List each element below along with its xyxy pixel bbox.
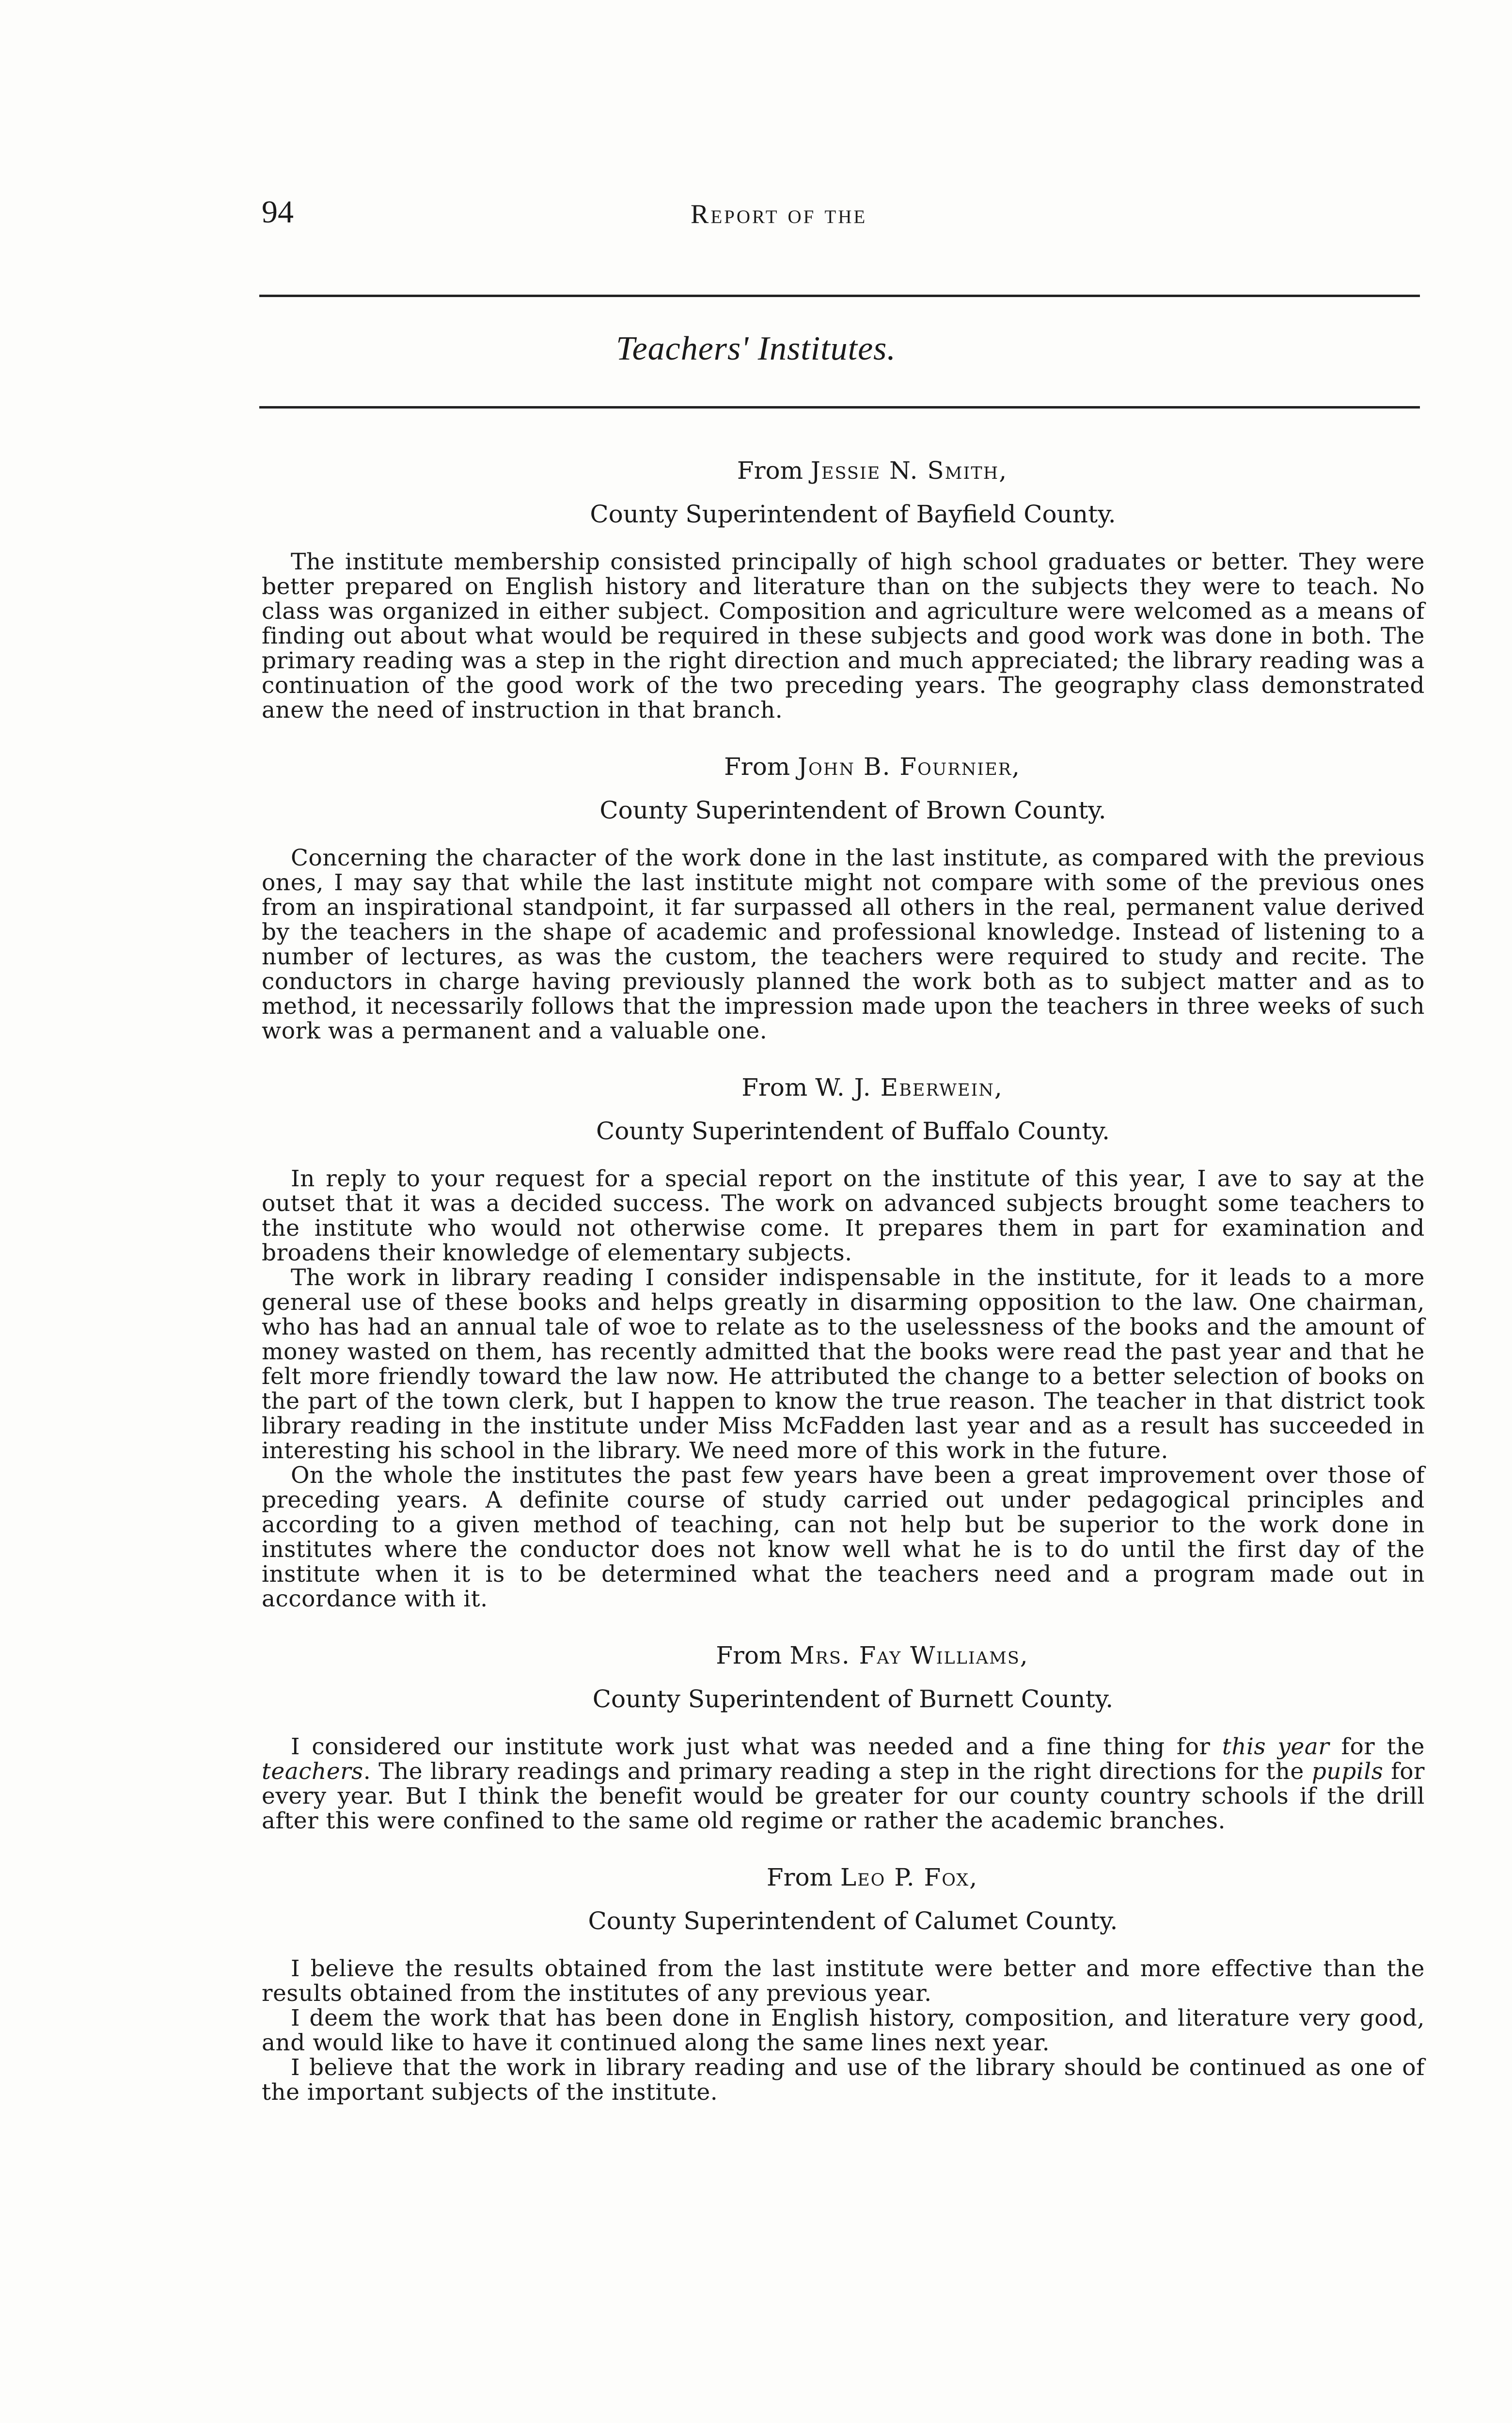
- section-title: Teachers' Institutes.: [616, 330, 896, 367]
- paragraph: I believe that the work in library reading and use of the library should be continued as one of the important subjects of the institute.: [262, 2054, 1425, 2106]
- header-rule-bottom: [259, 406, 1420, 409]
- paragraph: [262, 1734, 1425, 1833]
- from-prefix: From: [724, 753, 790, 781]
- paragraph: On the whole the institutes the past few years have been a great improvement over those of preceding years. A definite course of study carried out under pedagogical principles and according to a given method of teaching, can not help but be superior to the work done in institutes where the conductor does not know well what he is to do until the first day of the institute when it is to be determined what the teachers need and a program made out in accordance with it.: [262, 1462, 1425, 1612]
- page-number: 94: [262, 194, 294, 230]
- superintendent-line: County Superintendent of Calumet County.: [588, 1907, 1118, 1935]
- italic-text: this year: [1222, 1733, 1330, 1760]
- author-name: W. J. Eberwein,: [815, 1073, 1003, 1101]
- italic-text: teachers: [262, 1758, 363, 1785]
- text-run: . The library readings and primary reading a step in the right directions for the: [363, 1758, 1312, 1785]
- from-prefix: From: [716, 1641, 782, 1669]
- from-prefix: From: [741, 1073, 808, 1101]
- from-line: [262, 752, 1425, 782]
- superintendent-line: County Superintendent of Buffalo County.: [596, 1117, 1110, 1145]
- header-rule-top: [259, 295, 1420, 297]
- text-run: for the: [1329, 1733, 1425, 1760]
- italic-text: pupils: [1311, 1758, 1384, 1785]
- text-run: for every year. But I think the benefit would be greater for our county country schools if the drill after this were confined to the same old regime or rather the academic branches.: [262, 1758, 1425, 1834]
- from-line: [262, 1640, 1425, 1670]
- from-line: [262, 1862, 1425, 1892]
- from-line: [262, 456, 1425, 486]
- author-name: Leo P. Fox,: [840, 1863, 978, 1891]
- superintendent-line: County Superintendent of Bayfield County.: [590, 500, 1116, 528]
- report-entry-bayfield: [262, 456, 1425, 723]
- running-head: Report of the: [691, 199, 867, 229]
- paragraph: Concerning the character of the work done in the last institute, as compared with the previous ones, I may say that while the last institute might not compare with some of the previous ones from an inspirational standpoint, it far surpassed all others in the real, permanent value derived by the teachers in the shape of academic and professional knowledge. Instead of listening to a number of lectures, as was the custom, the teachers were required to study and recite. The conductors in charge having previously planned the work both as to subject matter and as to method, it necessarily follows that the impression made upon the teachers in three weeks of such work was a permanent and a valuable one.: [262, 845, 1425, 1044]
- paragraph: In reply to your request for a special report on the institute of this year, I ave to say at the outset that it was a decided success. The work on advanced subjects brought some teachers to the institute who would not otherwise come. It prepares them in part for examination and broadens their knowledge of elementary subjects.: [262, 1165, 1425, 1266]
- superintendent-line: County Superintendent of Brown County.: [599, 796, 1106, 824]
- paragraph: The work in library reading I consider indispensable in the institute, for it leads to a more general use of these books and helps greatly in disarming opposition to the law. One chairman, who has had an annual tale of woe to relate as to the uselessness of the books and the amount of money wasted on them, has recently admitted that the books were read the past year and that he felt more friendly toward the law now. He attributed the change to a better selection of books on the part of the town clerk, but I happen to know the true reason. The teacher in that district took library reading in the institute under Miss McFadden last year and as a result has succeeded in interesting his school in the library. We need more of this work in the future.: [262, 1264, 1425, 1464]
- paragraph: The institute membership consisted principally of high school graduates or better. They were better prepared on English history and literature than on the subjects they were to teach. No class was organized in either subject. Composition and agriculture were welcomed as a means of finding out about what would be required in these subjects and good work was done in both. The primary reading was a step in the right direction and much appreciated; the library reading was a continuation of the good work of the two preceding years. The geography class demonstrated anew the need of instruction in that branch.: [262, 549, 1425, 724]
- report-entry-calumet: [262, 1862, 1425, 2105]
- author-name: John B. Fournier,: [798, 753, 1021, 781]
- paragraph: I deem the work that has been done in English history, composition, and literature very good, and would like to have it continued along the same lines next year.: [262, 2005, 1425, 2056]
- text-run: I considered our institute work just what was needed and a fine thing for: [291, 1733, 1222, 1760]
- report-entry-burnett: [262, 1640, 1425, 1833]
- from-line: [262, 1072, 1425, 1102]
- report-body: [262, 456, 1425, 2134]
- from-prefix: From: [766, 1863, 833, 1891]
- from-prefix: From: [737, 456, 803, 485]
- paragraph: I believe the results obtained from the last institute were better and more effective than the results obtained from the institutes of any previous year.: [262, 1955, 1425, 2007]
- report-entry-brown: [262, 752, 1425, 1043]
- report-entry-buffalo: [262, 1072, 1425, 1611]
- author-name: Jessie N. Smith,: [810, 456, 1008, 485]
- superintendent-line: County Superintendent of Burnett County.: [592, 1685, 1114, 1713]
- author-name: Mrs. Fay Williams,: [789, 1641, 1029, 1669]
